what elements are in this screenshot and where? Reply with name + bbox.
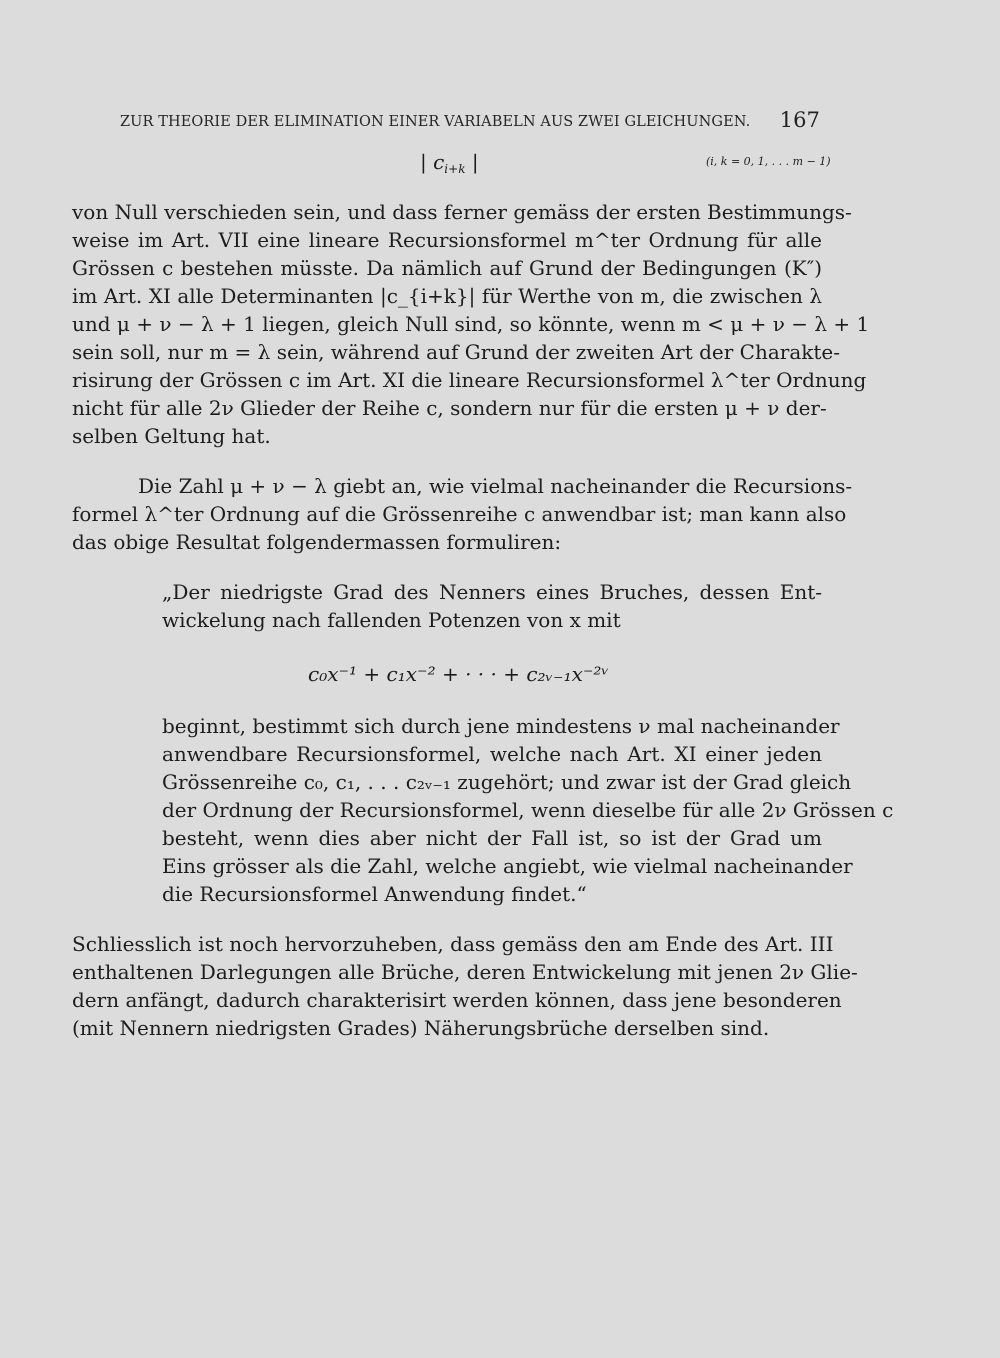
p2-line-2: formel λ^ter Ordnung auf die Grössenreihe c anwendbar ist; man kann also	[72, 502, 847, 526]
quote-line-8: Eins grösser als die Zahl, welche angiebt, wie vielmal nacheinander	[162, 854, 853, 878]
quote-line-2: wickelung nach fallenden Potenzen von x mit	[162, 608, 621, 632]
p1-line-5: und μ + ν − λ + 1 liegen, gleich Null sind, so könnte, wenn m < μ + ν − λ + 1	[72, 312, 870, 336]
determinant-formula	[420, 152, 479, 175]
p1-line-4: im Art. XI alle Determinanten |c_{i+k}| für Werthe von m, die zwischen λ	[72, 284, 822, 308]
quote-line-1: „Der niedrigste Grad des Nenners eines Bruches, dessen Ent-	[162, 580, 822, 604]
p3-line-1: Schliesslich ist noch hervorzuheben, dass gemäss den am Ende des Art. III	[72, 932, 834, 956]
running-header	[120, 108, 820, 132]
p1-line-1: von Null verschieden sein, und dass ferner gemäss der ersten Bestimmungs-	[72, 200, 852, 224]
p1-line-9: selben Geltung hat.	[72, 424, 271, 448]
quote-line-6: der Ordnung der Recursionsformel, wenn dieselbe für alle 2ν Grössen c	[162, 798, 894, 822]
p3-line-4: (mit Nennern niedrigsten Grades) Näherungsbrüche derselben sind.	[72, 1016, 770, 1040]
p1-line-3: Grössen c bestehen müsste. Da nämlich auf Grund der Bedingungen (K″)	[72, 256, 822, 280]
p1-line-7: risirung der Grössen c im Art. XI die lineare Recursionsformel λ^ter Ordnung	[72, 368, 867, 392]
p2-line-3: das obige Resultat folgendermassen formuliren:	[72, 530, 562, 554]
p3-line-2: enthaltenen Darlegungen alle Brüche, deren Entwickelung mit jenen 2ν Glie-	[72, 960, 858, 984]
determinant-symbol: | c	[420, 150, 445, 174]
quote-line-7: besteht, wenn dies aber nicht der Fall ist, so ist der Grad um	[162, 826, 822, 850]
quote-line-5: Grössenreihe c₀, c₁, . . . c₂ᵥ₋₁ zugehört; und zwar ist der Grad gleich	[162, 770, 852, 794]
p2-line-1: Die Zahl μ + ν − λ giebt an, wie vielmal nacheinander die Recursions-	[138, 474, 853, 498]
p1-line-6: sein soll, nur m = λ sein, während auf Grund der zweiten Art der Charakte-	[72, 340, 841, 364]
page-number: 167	[779, 108, 820, 132]
running-title: ZUR THEORIE DER ELIMINATION EINER VARIABELN AUS ZWEI GLEICHUNGEN.	[120, 114, 751, 130]
determinant-close: |	[465, 150, 479, 174]
p3-line-3: dern anfängt, dadurch charakterisirt werden können, dass jene besonderen	[72, 988, 842, 1012]
series-formula: c₀x⁻¹ + c₁x⁻² + · · · + c₂ᵥ₋₁x⁻²ᵛ	[308, 662, 609, 686]
quote-line-9: die Recursionsformel Anwendung findet.“	[162, 882, 587, 906]
determinant-subscript: i+k	[444, 162, 466, 176]
p1-line-8: nicht für alle 2ν Glieder der Reihe c, sondern nur für die ersten μ + ν der-	[72, 396, 827, 420]
index-range: (i, k = 0, 1, . . . m − 1)	[706, 155, 831, 168]
quote-line-4: anwendbare Recursionsformel, welche nach Art. XI einer jeden	[162, 742, 822, 766]
quote-line-3: beginnt, bestimmt sich durch jene mindestens ν mal nacheinander	[162, 714, 840, 738]
p1-line-2: weise im Art. VII eine lineare Recursionsformel m^ter Ordnung für alle	[72, 228, 822, 252]
